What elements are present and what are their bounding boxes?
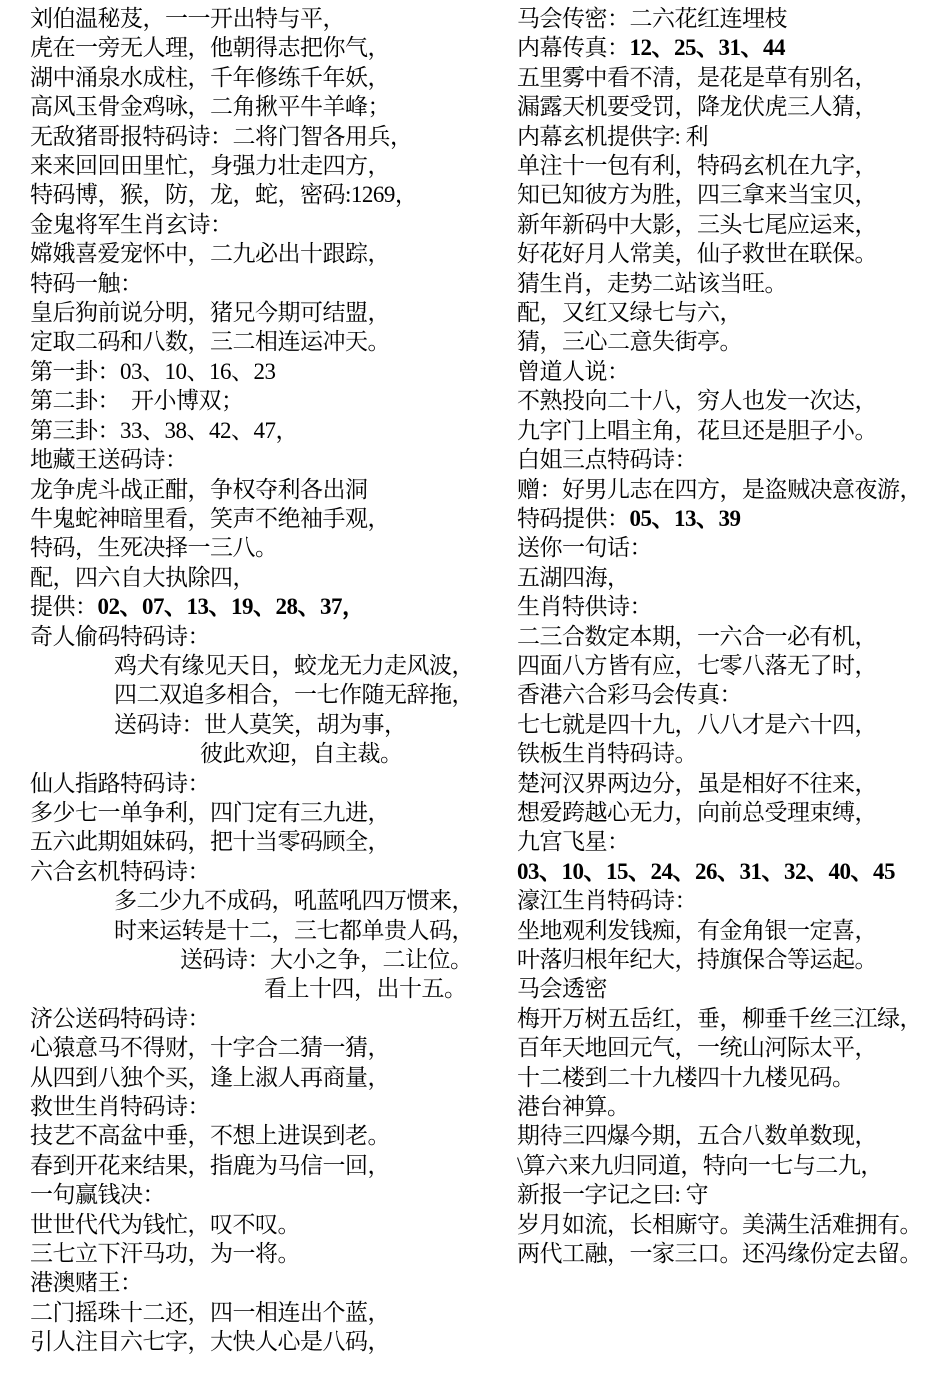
text-segment: 坐地观利发钱痴，有金角银一定喜， xyxy=(517,917,877,943)
text-segment: 第一卦：03、10、16、23 xyxy=(30,358,276,384)
text-line xyxy=(30,151,510,180)
text-segment: 港澳赌王： xyxy=(30,1270,143,1296)
text-line xyxy=(517,622,932,651)
text-line xyxy=(30,92,510,121)
text-segment: 岁月如流，长相廝守。美满生活难拥有。 xyxy=(517,1211,922,1237)
text-line xyxy=(517,445,932,474)
text-line xyxy=(30,416,510,445)
text-segment: 港台神算。 xyxy=(517,1094,630,1120)
text-segment: 六合玄机特码诗： xyxy=(30,858,210,884)
text-line xyxy=(30,827,510,856)
text-line xyxy=(517,1063,932,1092)
text-segment: 曾道人说： xyxy=(517,358,630,384)
text-segment: 三七立下汗马功，为一将。 xyxy=(30,1241,300,1267)
text-line xyxy=(517,386,932,415)
text-line xyxy=(30,357,510,386)
text-segment: 九宫飞星： xyxy=(517,829,630,855)
text-segment: 铁板生肖特码诗。 xyxy=(517,741,697,767)
text-line xyxy=(30,1121,510,1150)
text-segment: 想爱跨越心无力，向前总受理束缚， xyxy=(517,799,877,825)
text-line xyxy=(30,298,510,327)
text-segment: 金鬼将军生肖玄诗： xyxy=(30,211,233,237)
text-segment: 地藏王送码诗： xyxy=(30,447,188,473)
text-segment: 漏露天机要受罚，降龙伏虎三人猜， xyxy=(517,94,877,120)
text-line xyxy=(30,1063,510,1092)
text-line xyxy=(517,1121,932,1150)
text-segment: 虎在一旁无人理，他朝得志把你气， xyxy=(30,35,390,61)
text-segment: 四二双追多相合，一七作随无辞拖， xyxy=(114,682,474,708)
text-line xyxy=(30,710,510,739)
text-line xyxy=(30,1151,510,1180)
text-segment: 引人注目六七字，大快人心是八码， xyxy=(30,1329,390,1355)
text-segment: 配，又红又绿七与六， xyxy=(517,300,742,326)
bold-text-segment: 02、07、13、19、28、37， xyxy=(97,594,365,620)
text-line xyxy=(517,92,932,121)
text-segment: 单注十一包有利，特码玄机在九字， xyxy=(517,153,877,179)
text-segment: 内幕传真： xyxy=(517,35,630,61)
text-line xyxy=(517,151,932,180)
text-line xyxy=(30,1092,510,1121)
text-line xyxy=(517,857,932,886)
text-line xyxy=(517,1239,932,1268)
text-line xyxy=(517,710,932,739)
text-line xyxy=(517,945,932,974)
text-segment: 楚河汉界两边分，虽是相好不往来， xyxy=(517,770,877,796)
text-line xyxy=(517,180,932,209)
text-segment: 提供： xyxy=(30,594,98,620)
text-segment: 特码一触： xyxy=(30,270,143,296)
text-line xyxy=(30,1327,510,1356)
text-segment: 猜生肖，走势二站该当旺。 xyxy=(517,270,787,296)
text-line xyxy=(517,63,932,92)
text-segment: 送你一句话： xyxy=(517,535,652,561)
text-line xyxy=(30,622,510,651)
text-segment: 嫦娥喜爱宠怀中，二九必出十跟踪， xyxy=(30,241,390,267)
text-line xyxy=(30,327,510,356)
text-segment: 不熟投向二十八，穷人也发一次达， xyxy=(517,388,877,414)
text-line xyxy=(517,974,932,1003)
text-segment: 四面八方皆有应，七零八落无了时， xyxy=(517,652,877,678)
text-segment: 龙争虎斗战正酣，争权夺利各出洞 xyxy=(30,476,368,502)
text-segment: 湖中涌泉水成柱，千年修练千年妖， xyxy=(30,64,390,90)
text-segment: \算六来九归同道，特向一七与二九， xyxy=(517,1152,883,1178)
text-segment: 五六此期姐妹码，把十当零码顾全， xyxy=(30,829,390,855)
text-segment: 来来回回田里忙，身强力壮走四方， xyxy=(30,153,390,179)
text-segment: 梅开万树五岳红，垂，柳垂千丝三江绿， xyxy=(517,1005,922,1031)
text-line xyxy=(517,886,932,915)
text-segment: 濠江生肖特码诗： xyxy=(517,888,697,914)
text-line xyxy=(30,445,510,474)
text-segment: 鸡犬有缘见天日，蛟龙无力走风波， xyxy=(114,652,474,678)
text-segment: 十二楼到二十九楼四十九楼见码。 xyxy=(517,1064,855,1090)
text-line xyxy=(30,945,510,974)
text-segment: 百年天地回元气，一统山河际太平， xyxy=(517,1035,877,1061)
text-line xyxy=(517,916,932,945)
right-text-column xyxy=(517,4,932,1268)
text-line xyxy=(30,886,510,915)
text-segment: 叶落归根年纪大，持旗保合等运起。 xyxy=(517,947,877,972)
text-segment: 无敌猪哥报特码诗：二将门智各用兵， xyxy=(30,123,413,149)
bold-text-segment: 12、25、31、44 xyxy=(629,35,785,61)
bold-text-segment: 05、13、39 xyxy=(629,505,741,531)
left-text-column xyxy=(30,4,510,1357)
text-line xyxy=(517,1210,932,1239)
text-line xyxy=(30,1268,510,1297)
text-segment: 奇人偷码特码诗： xyxy=(30,623,210,649)
text-segment: 香港六合彩马会传真： xyxy=(517,682,742,708)
text-segment: 一句赢钱决： xyxy=(30,1182,165,1208)
text-segment: 二三合数定本期，一六合一必有机， xyxy=(517,623,877,649)
text-line xyxy=(517,210,932,239)
text-segment: 期待三四爆今期，五合八数单数现， xyxy=(517,1123,877,1149)
text-line xyxy=(30,533,510,562)
text-line xyxy=(30,239,510,268)
text-line xyxy=(517,122,932,151)
text-segment: 二门摇珠十二还，四一相连出个蓝， xyxy=(30,1299,390,1325)
text-line xyxy=(30,210,510,239)
text-line xyxy=(517,1180,932,1209)
text-line xyxy=(517,1092,932,1121)
text-segment: 皇后狗前说分明，猪兄今期可结盟， xyxy=(30,300,390,326)
text-line xyxy=(517,269,932,298)
text-segment: 马会透密 xyxy=(517,976,607,1002)
text-segment: 知已知彼方为胜，四三拿来当宝贝， xyxy=(517,182,877,208)
text-line xyxy=(30,269,510,298)
text-segment: 牛鬼蛇神暗里看，笑声不绝袖手观， xyxy=(30,505,390,531)
text-segment: 从四到八独个买，逢上淑人再商量， xyxy=(30,1064,390,1090)
text-line xyxy=(517,769,932,798)
text-line xyxy=(517,298,932,327)
text-segment: 济公送码特码诗： xyxy=(30,1005,210,1031)
text-line xyxy=(517,357,932,386)
text-line xyxy=(517,1004,932,1033)
text-line xyxy=(30,1004,510,1033)
text-line xyxy=(517,504,932,533)
text-segment: 内幕玄机提供字: 利 xyxy=(517,123,709,149)
text-segment: 技艺不高盆中垂，不想上进误到老。 xyxy=(30,1123,390,1149)
text-segment: 救世生肖特码诗： xyxy=(30,1094,210,1120)
text-line xyxy=(517,563,932,592)
text-line xyxy=(517,4,932,33)
bold-text-segment: 03、10、15、24、26、31、32、40、45 xyxy=(517,858,895,884)
text-line xyxy=(30,769,510,798)
text-line xyxy=(30,1210,510,1239)
text-line xyxy=(30,1298,510,1327)
text-line xyxy=(30,386,510,415)
text-segment: 马会传密：二六花红连埋枝 xyxy=(517,6,787,31)
text-line xyxy=(517,533,932,562)
text-segment: 好花好月人常美，仙子救世在联保。 xyxy=(517,241,877,267)
text-line xyxy=(30,651,510,680)
text-segment: 七七就是四十九，八八才是六十四， xyxy=(517,711,877,737)
text-segment: 白姐三点特码诗： xyxy=(517,447,697,473)
text-segment: 彼此欢迎，自主裁。 xyxy=(200,741,403,767)
text-line xyxy=(30,974,510,1003)
text-segment: 世世代代为钱忙，叹不叹。 xyxy=(30,1211,300,1237)
text-segment: 心猿意马不得财，十字合二猜一猜， xyxy=(30,1035,390,1061)
text-line xyxy=(30,592,510,621)
text-line xyxy=(30,680,510,709)
text-line xyxy=(517,1033,932,1062)
text-line xyxy=(30,33,510,62)
text-segment: 特码，生死决择一三八。 xyxy=(30,535,278,561)
text-segment: 第三卦：33、38、42、47， xyxy=(30,417,298,443)
text-line xyxy=(517,1151,932,1180)
text-segment: 生肖特供诗： xyxy=(517,594,652,620)
text-segment: 高风玉骨金鸡咏，二角揪平牛羊峰； xyxy=(30,94,390,120)
text-line xyxy=(517,239,932,268)
text-segment: 新年新码中大影，三头七尾应运来， xyxy=(517,211,877,237)
text-line xyxy=(517,475,932,504)
text-segment: 刘伯温秘芨，一一开出特与平， xyxy=(30,6,345,31)
text-line xyxy=(517,33,932,62)
text-line xyxy=(30,63,510,92)
text-line xyxy=(30,916,510,945)
text-line xyxy=(30,180,510,209)
text-line xyxy=(517,827,932,856)
text-line xyxy=(30,857,510,886)
text-segment: 多少七一单争利，四门定有三九进， xyxy=(30,799,390,825)
text-segment: 五湖四海， xyxy=(517,564,630,590)
text-segment: 两代工融，一家三口。还冯缘份定去留。 xyxy=(517,1241,922,1267)
text-line xyxy=(30,1033,510,1062)
text-segment: 配，四六自大执除四， xyxy=(30,564,255,590)
text-segment: 时来运转是十二，三七都单贵人码， xyxy=(114,917,474,943)
text-segment: 猜，三心二意失街亭。 xyxy=(517,329,742,355)
text-segment: 九字门上唱主角，花旦还是胆子小。 xyxy=(517,417,877,443)
text-segment: 第二卦： 开小博双； xyxy=(30,388,244,414)
text-segment: 送码诗：大小之争，二让位。 xyxy=(180,947,473,972)
text-line xyxy=(30,4,510,33)
text-line xyxy=(517,327,932,356)
text-line xyxy=(30,563,510,592)
text-line xyxy=(517,416,932,445)
text-line xyxy=(30,122,510,151)
text-line xyxy=(30,504,510,533)
text-segment: 五里雾中看不清，是花是草有别名， xyxy=(517,64,877,90)
text-line xyxy=(517,798,932,827)
text-segment: 送码诗：世人莫笑，胡为事， xyxy=(114,711,407,737)
text-line xyxy=(30,798,510,827)
text-line xyxy=(517,592,932,621)
text-line xyxy=(30,1239,510,1268)
text-segment: 赠：好男儿志在四方，是盗贼决意夜游， xyxy=(517,476,922,502)
text-line xyxy=(517,739,932,768)
text-line xyxy=(30,475,510,504)
text-segment: 看上十四，出十五。 xyxy=(264,976,467,1002)
text-segment: 新报一字记之曰: 守 xyxy=(517,1182,709,1208)
text-segment: 特码博，猴，防，龙，蛇，密码:1269， xyxy=(30,182,418,208)
text-segment: 定取二码和八数，三二相连运冲天。 xyxy=(30,329,390,355)
text-segment: 多二少九不成码，吼蓝吼四万惯来， xyxy=(114,888,474,914)
text-segment: 仙人指路特码诗： xyxy=(30,770,210,796)
text-segment: 特码提供： xyxy=(517,505,630,531)
text-line xyxy=(517,680,932,709)
text-line xyxy=(30,739,510,768)
text-line xyxy=(517,651,932,680)
text-segment: 春到开花来结果，指鹿为马信一回， xyxy=(30,1152,390,1178)
text-line xyxy=(30,1180,510,1209)
